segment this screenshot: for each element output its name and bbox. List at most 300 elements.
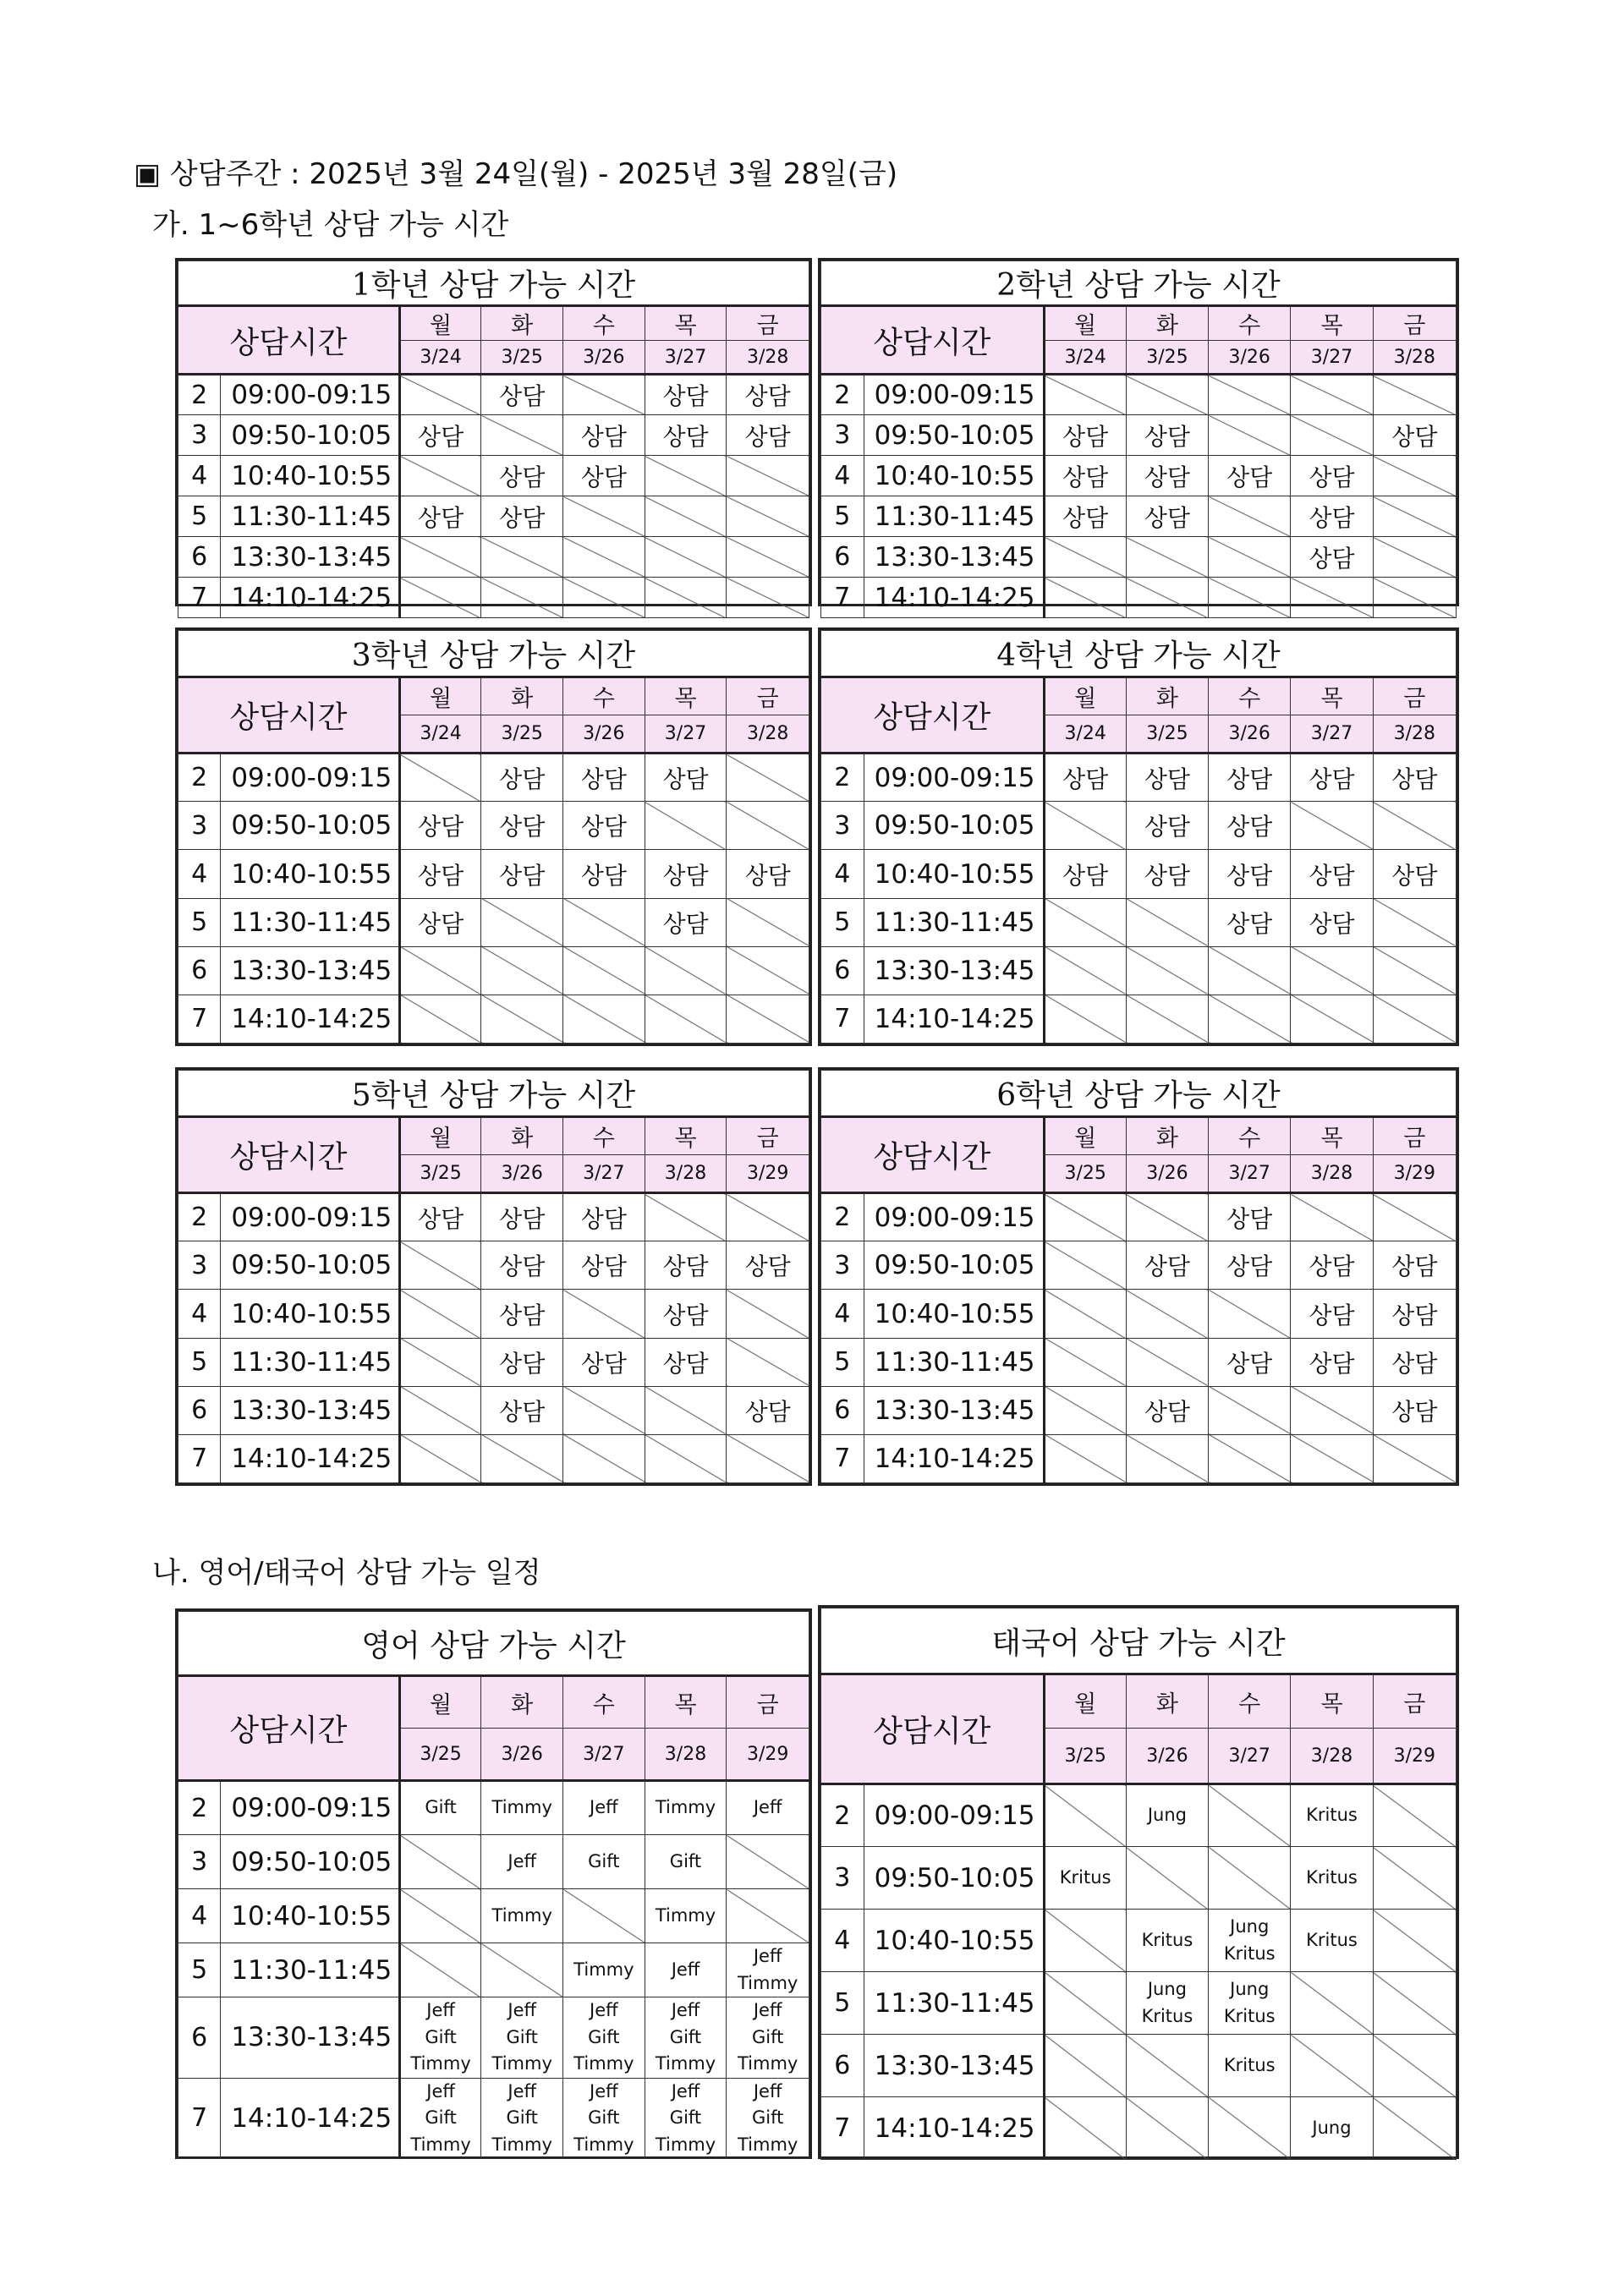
counselor-name: Kritus	[1306, 1929, 1358, 1950]
period-number-text: 3	[191, 420, 208, 450]
slot-status: 상담	[1226, 1204, 1273, 1233]
unavailable-slot	[1291, 2035, 1373, 2097]
day-header	[481, 1117, 563, 1155]
slot-status: 상담	[744, 422, 791, 451]
unavailable-slot	[1373, 802, 1456, 850]
available-slot	[563, 456, 645, 496]
available-slot	[1126, 1910, 1208, 1972]
day-label: 화	[1155, 1690, 1178, 1718]
available-slot	[1044, 415, 1126, 456]
day-header	[1126, 306, 1208, 341]
period-time-text: 14:10-14:25	[231, 1003, 392, 1034]
date-label: 3/24	[1064, 346, 1106, 368]
available-slot	[727, 1386, 809, 1434]
period-number	[178, 415, 221, 456]
period-number	[821, 1910, 864, 1972]
counselor-name: Timmy	[737, 2053, 798, 2074]
day-label: 목	[1320, 1126, 1343, 1153]
day-label: 목	[1320, 686, 1343, 713]
unavailable-slot	[1291, 375, 1373, 415]
date-header	[645, 341, 727, 375]
day-label: 월	[1074, 686, 1097, 713]
period-number	[178, 537, 221, 578]
unavailable-slot	[1126, 1847, 1208, 1910]
unavailable-slot	[727, 995, 809, 1043]
available-slot	[481, 1241, 563, 1290]
day-label: 금	[1403, 686, 1426, 713]
available-slot	[645, 1241, 727, 1290]
day-header	[1126, 1674, 1208, 1729]
available-slot	[645, 1889, 727, 1943]
date-header	[645, 1729, 727, 1781]
period-time	[221, 375, 399, 415]
slot-status: 상담	[1226, 1349, 1273, 1378]
period-number	[178, 1889, 221, 1943]
period-number-text: 6	[834, 542, 851, 572]
available-slot	[1209, 2035, 1291, 2097]
available-slot	[1126, 753, 1208, 802]
period-number-text: 6	[191, 956, 208, 986]
date-header	[1126, 715, 1208, 753]
unavailable-slot	[1373, 995, 1456, 1043]
grade-table	[175, 258, 812, 613]
date-label: 3/24	[1064, 723, 1106, 745]
day-header	[1373, 306, 1456, 341]
available-slot	[1126, 1241, 1208, 1290]
slot-status: 상담	[418, 422, 464, 451]
unavailable-slot	[481, 578, 563, 618]
day-label: 목	[674, 313, 697, 339]
period-time-text: 14:10-14:25	[231, 1443, 392, 1474]
date-header	[1044, 715, 1126, 753]
date-label: 3/26	[1228, 346, 1270, 368]
period-time-text: 11:30-11:45	[231, 501, 392, 532]
day-label: 금	[1403, 313, 1426, 339]
unavailable-slot	[399, 456, 481, 496]
unavailable-slot	[1373, 1784, 1456, 1847]
slot-status: 상담	[499, 1252, 546, 1281]
slot-status: 상담	[1144, 503, 1190, 532]
available-slot	[1044, 753, 1126, 802]
slot-status: 상담	[580, 463, 627, 491]
period-number-text: 7	[191, 583, 208, 612]
period-number-text: 5	[834, 1347, 851, 1378]
counselor-name: Jung	[1147, 1805, 1188, 1826]
slot-status: 상담	[418, 503, 464, 532]
unavailable-slot	[1044, 2035, 1126, 2097]
period-time	[221, 1241, 399, 1290]
available-slot	[481, 850, 563, 898]
date-label: 3/26	[1228, 723, 1270, 745]
period-number	[821, 1784, 864, 1847]
period-number	[178, 850, 221, 898]
time-column-header	[821, 306, 1045, 375]
unavailable-slot	[481, 415, 563, 456]
period-number	[178, 802, 221, 850]
slot-status: 상담	[662, 861, 709, 890]
period-number	[178, 1338, 221, 1386]
slot-status: 상담	[1062, 861, 1109, 890]
slot-status: 상담	[499, 503, 546, 532]
period-number	[178, 898, 221, 946]
date-header	[1209, 341, 1291, 375]
period-time	[221, 1290, 399, 1338]
date-label: 3/26	[1146, 1745, 1188, 1767]
date-label: 3/27	[1228, 1163, 1270, 1185]
period-number-text: 3	[834, 1863, 851, 1893]
available-slot	[399, 1781, 481, 1835]
grade-table	[175, 627, 812, 1046]
unavailable-slot	[1209, 537, 1291, 578]
period-time	[221, 1943, 399, 1997]
period-number-text: 5	[191, 907, 208, 938]
available-slot	[1291, 1338, 1373, 1386]
date-label: 3/25	[420, 1163, 462, 1185]
available-slot	[1291, 1241, 1373, 1290]
period-number-text: 4	[191, 859, 208, 890]
period-number-text: 5	[834, 501, 851, 531]
unavailable-slot	[1209, 496, 1291, 537]
available-slot	[645, 1338, 727, 1386]
unavailable-slot	[399, 1889, 481, 1943]
period-number-text: 3	[191, 1250, 208, 1280]
date-label: 3/25	[1064, 1745, 1106, 1767]
period-number	[821, 1847, 864, 1910]
counselor-name: Timmy	[737, 1972, 798, 1993]
period-number	[178, 578, 221, 618]
period-number-text: 6	[191, 542, 208, 572]
date-label: 3/28	[664, 1163, 707, 1185]
period-time-text: 09:00-09:15	[874, 1202, 1035, 1233]
period-time-text: 09:00-09:15	[231, 1793, 392, 1823]
date-label: 3/29	[1393, 1163, 1436, 1185]
period-time	[221, 1889, 399, 1943]
unavailable-slot	[1044, 537, 1126, 578]
unavailable-slot	[645, 496, 727, 537]
slot-status: 상담	[418, 861, 464, 890]
date-header	[563, 1729, 645, 1781]
available-slot	[1209, 898, 1291, 946]
counselor-name: Kritus	[1306, 1866, 1358, 1888]
time-column-label: 상담시간	[873, 325, 991, 360]
unavailable-slot	[481, 995, 563, 1043]
period-time-text: 09:50-10:05	[231, 1250, 392, 1281]
period-time	[864, 1847, 1044, 1910]
day-header	[1209, 1674, 1291, 1729]
available-slot	[1291, 850, 1373, 898]
period-number	[821, 496, 864, 537]
unavailable-slot	[727, 1338, 809, 1386]
day-header	[399, 1676, 481, 1729]
counselor-name: Jeff	[426, 2080, 455, 2101]
available-slot	[563, 753, 645, 802]
table-title-text: 6학년 상담 가능 시간	[996, 1078, 1281, 1114]
period-number	[178, 1781, 221, 1835]
slot-status: 상담	[1309, 544, 1355, 573]
period-time-text: 11:30-11:45	[231, 907, 392, 938]
unavailable-slot	[563, 1889, 645, 1943]
unavailable-slot	[563, 1386, 645, 1434]
period-time	[221, 496, 399, 537]
unavailable-slot	[563, 537, 645, 578]
day-label: 월	[430, 313, 453, 339]
time-column-label: 상담시간	[229, 1140, 348, 1175]
day-label: 금	[1403, 1126, 1426, 1153]
table-title	[821, 1071, 1457, 1117]
slot-status: 상담	[418, 813, 464, 841]
counselor-name: Jeff	[508, 2000, 536, 2020]
date-label: 3/28	[746, 723, 789, 745]
date-label: 3/27	[1310, 346, 1353, 368]
period-time	[864, 375, 1044, 415]
available-slot	[481, 456, 563, 496]
date-header	[399, 341, 481, 375]
period-time	[864, 1193, 1044, 1241]
slot-status: 상담	[744, 382, 791, 410]
unavailable-slot	[1126, 995, 1208, 1043]
day-label: 수	[592, 313, 615, 339]
day-label: 월	[1074, 1126, 1097, 1153]
period-time	[864, 1290, 1044, 1338]
day-label: 목	[674, 1691, 697, 1718]
day-header	[481, 1676, 563, 1729]
unavailable-slot	[1126, 1434, 1208, 1482]
available-slot	[1291, 537, 1373, 578]
slot-status: 상담	[580, 1204, 627, 1233]
period-time	[864, 2097, 1044, 2160]
counselor-name: Jung	[1312, 2117, 1352, 2138]
unavailable-slot	[1126, 578, 1208, 618]
period-number-text: 7	[191, 1004, 208, 1034]
slot-status: 상담	[499, 1204, 546, 1233]
period-time-text: 14:10-14:25	[874, 1443, 1035, 1474]
date-header	[1291, 341, 1373, 375]
unavailable-slot	[645, 537, 727, 578]
slot-status: 상담	[662, 909, 709, 938]
period-time	[864, 1241, 1044, 1290]
unavailable-slot	[1044, 802, 1126, 850]
available-slot	[1291, 2097, 1373, 2160]
unavailable-slot	[727, 1434, 809, 1482]
period-number-text: 7	[191, 1444, 208, 1474]
unavailable-slot	[1126, 1290, 1208, 1338]
available-slot	[1209, 1972, 1291, 2035]
available-slot	[1209, 850, 1291, 898]
date-label: 3/28	[1310, 1745, 1353, 1767]
unavailable-slot	[727, 456, 809, 496]
counselor-name: Kritus	[1141, 1929, 1193, 1950]
available-slot	[399, 415, 481, 456]
date-header	[645, 715, 727, 753]
period-time	[864, 415, 1044, 456]
available-slot	[1209, 1241, 1291, 1290]
unavailable-slot	[1126, 946, 1208, 995]
slot-status: 상담	[1309, 1349, 1355, 1378]
counselor-name: Jeff	[753, 2000, 782, 2020]
unavailable-slot	[1209, 1784, 1291, 1847]
date-header	[481, 1155, 563, 1193]
counselor-name: Jeff	[590, 2000, 618, 2020]
unavailable-slot	[399, 995, 481, 1043]
unavailable-slot	[563, 898, 645, 946]
date-header	[1209, 715, 1291, 753]
date-label: 3/26	[583, 346, 625, 368]
period-time	[221, 1997, 399, 2079]
period-time	[221, 898, 399, 946]
period-time-text: 09:50-10:05	[874, 1250, 1035, 1281]
available-slot	[645, 415, 727, 456]
available-slot	[1373, 753, 1456, 802]
unavailable-slot	[1373, 456, 1456, 496]
counselor-name: Timmy	[491, 1904, 552, 1926]
period-number-text: 4	[834, 1926, 851, 1955]
slot-status: 상담	[1144, 463, 1190, 491]
period-time-text: 09:50-10:05	[231, 1846, 392, 1877]
date-label: 3/28	[1393, 723, 1436, 745]
available-slot	[1126, 415, 1208, 456]
slot-status: 상담	[744, 861, 791, 890]
available-slot	[481, 1781, 563, 1835]
day-header	[1291, 306, 1373, 341]
date-header	[1291, 715, 1373, 753]
unavailable-slot	[1291, 1972, 1373, 2035]
language-table	[818, 1605, 1459, 2159]
available-slot	[563, 415, 645, 456]
period-time	[864, 946, 1044, 995]
counselor-name: Timmy	[410, 2134, 471, 2155]
day-header	[399, 306, 481, 341]
time-column-label: 상담시간	[229, 700, 348, 736]
available-slot	[1373, 1338, 1456, 1386]
unavailable-slot	[1373, 375, 1456, 415]
unavailable-slot	[1291, 946, 1373, 995]
unavailable-slot	[481, 1434, 563, 1482]
period-time	[221, 946, 399, 995]
period-number	[178, 496, 221, 537]
period-time-text: 10:40-10:55	[874, 1298, 1035, 1329]
counselor-name: Gift	[588, 2026, 620, 2047]
table-title	[178, 261, 809, 306]
period-number	[178, 456, 221, 496]
period-time-text: 13:30-13:45	[874, 1395, 1035, 1426]
time-column-header	[178, 677, 400, 753]
unavailable-slot	[1373, 1434, 1456, 1482]
unavailable-slot	[399, 753, 481, 802]
unavailable-slot	[1209, 1290, 1291, 1338]
day-label: 화	[511, 313, 534, 339]
slot-status: 상담	[1391, 1349, 1438, 1378]
day-header	[727, 1117, 809, 1155]
period-time	[221, 1835, 399, 1889]
counselor-name: Kritus	[1141, 2005, 1193, 2026]
available-slot	[481, 1193, 563, 1241]
table-title-text: 4학년 상담 가능 시간	[996, 638, 1281, 674]
period-number	[178, 1434, 221, 1482]
available-slot	[1209, 456, 1291, 496]
available-slot	[481, 1997, 563, 2079]
counselor-name: Gift	[588, 2107, 620, 2128]
available-slot	[1044, 1847, 1126, 1910]
table-title-text: 2학년 상담 가능 시간	[996, 268, 1281, 303]
unavailable-slot	[1209, 1434, 1291, 1482]
period-time-text: 11:30-11:45	[874, 1346, 1035, 1378]
unavailable-slot	[645, 1193, 727, 1241]
available-slot	[481, 375, 563, 415]
unavailable-slot	[1291, 1386, 1373, 1434]
day-label: 목	[674, 1126, 697, 1153]
date-header	[1373, 715, 1456, 753]
period-number	[821, 1290, 864, 1338]
available-slot	[1126, 1972, 1208, 2035]
date-label: 3/25	[501, 346, 543, 368]
unavailable-slot	[399, 375, 481, 415]
unavailable-slot	[399, 946, 481, 995]
unavailable-slot	[1044, 578, 1126, 618]
date-label: 3/24	[420, 346, 462, 368]
day-header	[727, 306, 809, 341]
counselor-name: Timmy	[655, 2053, 716, 2074]
available-slot	[645, 1835, 727, 1889]
slot-status: 상담	[1062, 503, 1109, 532]
table-title-text: 5학년 상담 가능 시간	[351, 1078, 636, 1114]
period-time-text: 13:30-13:45	[231, 1395, 392, 1426]
date-header	[1209, 1155, 1291, 1193]
available-slot	[1044, 496, 1126, 537]
slot-status: 상담	[1391, 764, 1438, 793]
date-header	[1373, 1729, 1456, 1784]
slot-status: 상담	[662, 764, 709, 793]
date-label: 3/25	[1064, 1163, 1106, 1185]
slot-status: 상담	[1062, 764, 1109, 793]
unavailable-slot	[1209, 995, 1291, 1043]
slot-status: 상담	[1226, 909, 1273, 938]
date-label: 3/27	[664, 723, 707, 745]
counselor-name: Gift	[425, 2107, 457, 2128]
period-number	[178, 1241, 221, 1290]
counselor-name: Jeff	[590, 2080, 618, 2101]
period-number	[178, 2078, 221, 2159]
date-header	[645, 1155, 727, 1193]
period-time-text: 09:00-09:15	[231, 380, 392, 410]
available-slot	[1373, 1290, 1456, 1338]
slot-status: 상담	[1309, 1301, 1355, 1329]
table-title	[178, 1071, 809, 1117]
period-number	[821, 1386, 864, 1434]
counselor-name: Jeff	[753, 2080, 782, 2101]
day-label: 금	[756, 1126, 779, 1153]
table-title-text: 3학년 상담 가능 시간	[351, 638, 636, 674]
day-label: 수	[592, 686, 615, 713]
time-column-label: 상담시간	[229, 1713, 348, 1748]
unavailable-slot	[1373, 1972, 1456, 2035]
grade-table	[175, 1067, 812, 1486]
slot-status: 상담	[580, 813, 627, 841]
period-number	[178, 1386, 221, 1434]
period-time-text: 13:30-13:45	[231, 2022, 392, 2053]
available-slot	[1044, 850, 1126, 898]
unavailable-slot	[727, 537, 809, 578]
unavailable-slot	[1373, 2097, 1456, 2160]
counselor-name: Kritus	[1306, 1805, 1358, 1826]
day-header	[1291, 677, 1373, 715]
slot-status: 상담	[1226, 764, 1273, 793]
day-header	[1209, 677, 1291, 715]
available-slot	[563, 1241, 645, 1290]
period-number-text: 5	[191, 1347, 208, 1378]
period-number-text: 3	[834, 810, 851, 841]
unavailable-slot	[1291, 802, 1373, 850]
period-number	[821, 375, 864, 415]
